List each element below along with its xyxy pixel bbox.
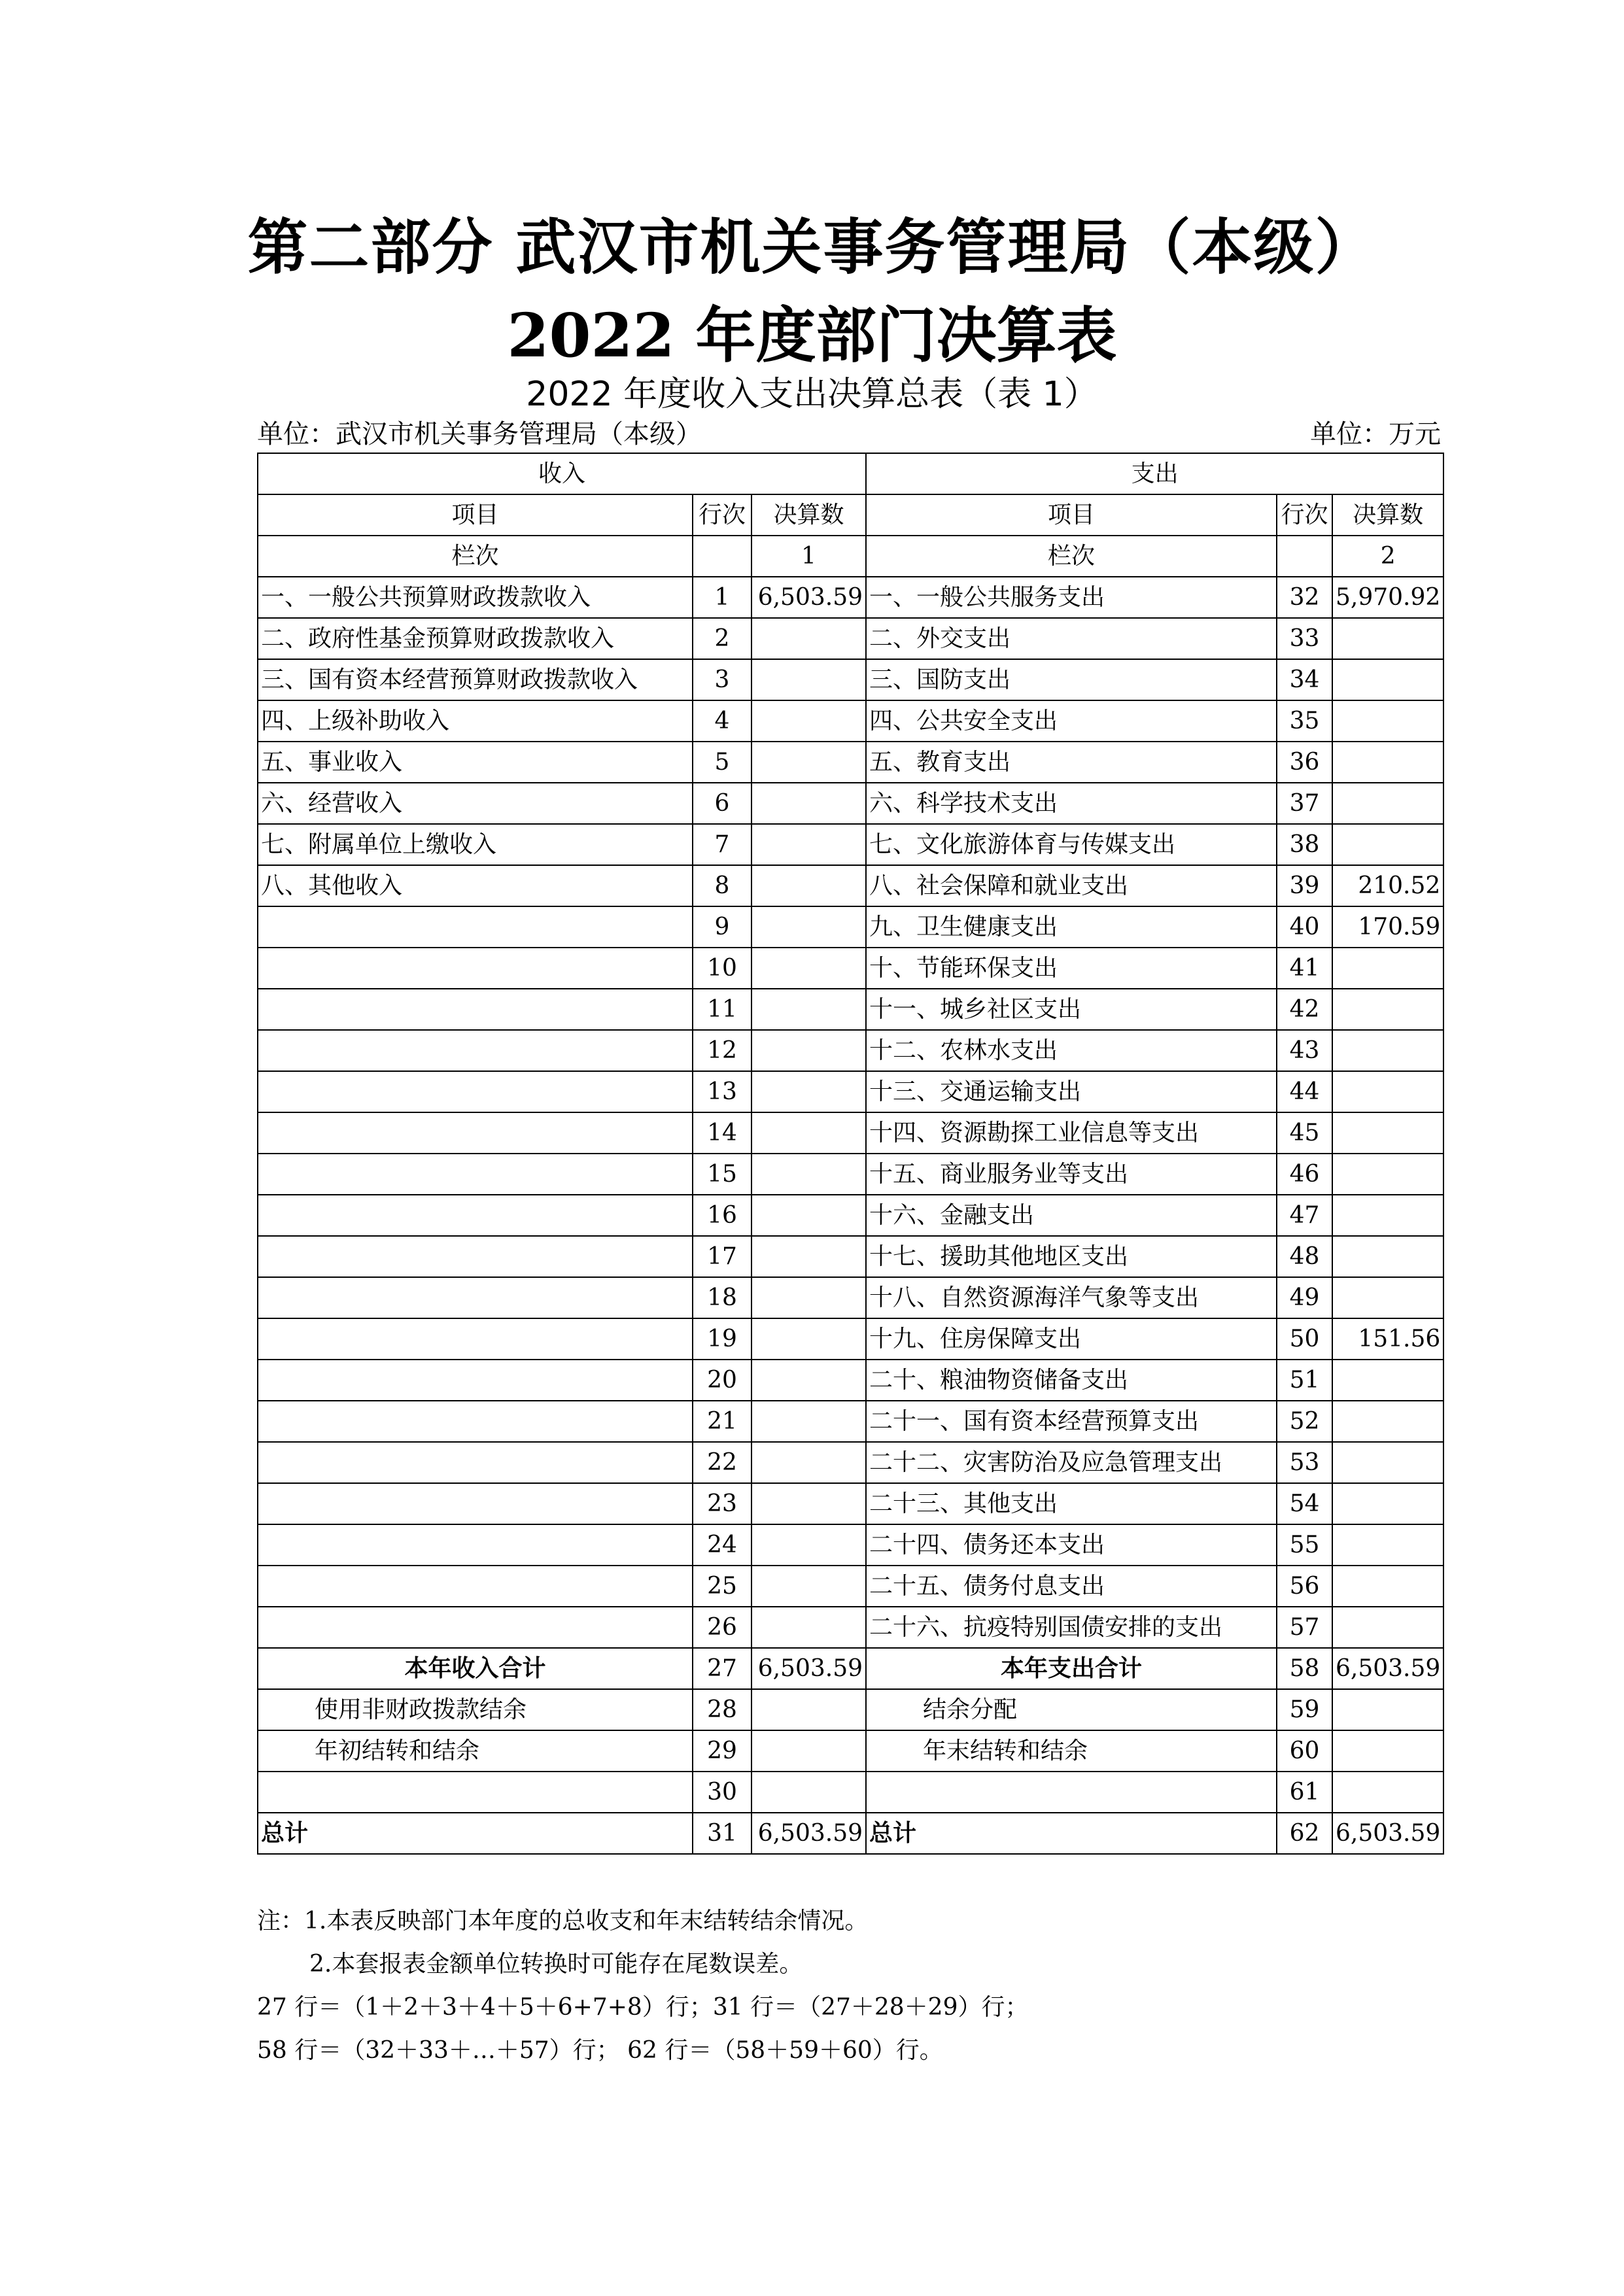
- expense-item: 结余分配: [866, 1689, 1277, 1730]
- expense-amount: [1332, 1730, 1443, 1772]
- expense-grand-total-label: 总计: [866, 1813, 1277, 1854]
- expense-amount: 151.56: [1332, 1318, 1443, 1360]
- expense-rowno: 38: [1277, 824, 1332, 865]
- income-item: 二、政府性基金预算财政拨款收入: [258, 618, 693, 659]
- table-row: [258, 1566, 1443, 1607]
- income-amount: [752, 1607, 866, 1648]
- table-row: [258, 618, 1443, 659]
- expense-grand-total-rowno: 62: [1277, 1813, 1332, 1854]
- table-row: [258, 783, 1443, 824]
- income-amount: [752, 948, 866, 989]
- expense-rowno: 46: [1277, 1154, 1332, 1195]
- table-row: [258, 700, 1443, 742]
- expense-rowno: 37: [1277, 783, 1332, 824]
- table-row: [258, 659, 1443, 700]
- income-rowno: 19: [693, 1318, 752, 1360]
- expense-rowno: 41: [1277, 948, 1332, 989]
- income-amount: [752, 1524, 866, 1566]
- expense-rowno: 43: [1277, 1030, 1332, 1071]
- page-subtitle: 2022 年度部门决算表: [507, 300, 1117, 371]
- expense-amount: [1332, 1030, 1443, 1071]
- income-item: [258, 1030, 693, 1071]
- table-row: [258, 1772, 1443, 1813]
- income-rowno: 29: [693, 1730, 752, 1772]
- income-item: 年初结转和结余: [258, 1730, 693, 1772]
- income-rowno: 23: [693, 1483, 752, 1524]
- income-rowno: 1: [693, 577, 752, 618]
- income-rowno: 26: [693, 1607, 752, 1648]
- expense-item: 二十二、灾害防治及应急管理支出: [866, 1442, 1277, 1483]
- income-rowno: 20: [693, 1360, 752, 1401]
- expense-item: 十六、金融支出: [866, 1195, 1277, 1236]
- unit-organization: 单位：武汉市机关事务管理局（本级）: [257, 419, 702, 449]
- note-formula-2: 58 行＝（32＋33＋…＋57）行； 62 行＝（58＋59＋60）行。: [257, 2037, 943, 2064]
- income-item: 三、国有资本经营预算财政拨款收入: [258, 659, 693, 700]
- income-amount: [752, 1112, 866, 1154]
- expense-item: 十四、资源勘探工业信息等支出: [866, 1112, 1277, 1154]
- expense-amount: [1332, 948, 1443, 989]
- income-amount: [752, 1154, 866, 1195]
- expense-item: 五、教育支出: [866, 742, 1277, 783]
- expense-item: 二十四、债务还本支出: [866, 1524, 1277, 1566]
- income-item: 八、其他收入: [258, 865, 693, 906]
- expense-amount: [1332, 989, 1443, 1030]
- expense-amount: 210.52: [1332, 865, 1443, 906]
- income-amount: [752, 618, 866, 659]
- header-row-colno: [258, 536, 1443, 577]
- expense-amount: [1332, 1689, 1443, 1730]
- income-amount: [752, 1442, 866, 1483]
- expense-item: 二十六、抗疫特别国债安排的支出: [866, 1607, 1277, 1648]
- income-amount: [752, 1360, 866, 1401]
- income-rowno-header: 行次: [693, 494, 752, 536]
- income-amount: [752, 865, 866, 906]
- expense-amount: [1332, 1154, 1443, 1195]
- table-row: [258, 577, 1443, 618]
- income-amount: [752, 1318, 866, 1360]
- expense-item: 十九、住房保障支出: [866, 1318, 1277, 1360]
- expense-rowno: 54: [1277, 1483, 1332, 1524]
- table-row: [258, 906, 1443, 948]
- expense-amount: [1332, 1524, 1443, 1566]
- expense-amount: [1332, 1112, 1443, 1154]
- income-rowno: 9: [693, 906, 752, 948]
- income-amount: [752, 1483, 866, 1524]
- table-title: 2022 年度收入支出决算总表（表 1）: [526, 375, 1098, 414]
- expense-amount: [1332, 1566, 1443, 1607]
- expense-column-label: 栏次: [866, 536, 1277, 577]
- income-grand-total-amount: 6,503.59: [752, 1813, 866, 1854]
- income-rowno: 21: [693, 1401, 752, 1442]
- income-rowno: 17: [693, 1236, 752, 1277]
- expense-column-number: 2: [1332, 536, 1443, 577]
- expense-amount: 5,970.92: [1332, 577, 1443, 618]
- income-rowno: 15: [693, 1154, 752, 1195]
- expense-amount: [1332, 618, 1443, 659]
- expense-item: 七、文化旅游体育与传媒支出: [866, 824, 1277, 865]
- expense-rowno: 57: [1277, 1607, 1332, 1648]
- table-row: [258, 1607, 1443, 1648]
- expense-amount: [1332, 1401, 1443, 1442]
- income-rowno: 13: [693, 1071, 752, 1112]
- income-item: [258, 1483, 693, 1524]
- table-row: [258, 1071, 1443, 1112]
- income-amount: [752, 1236, 866, 1277]
- income-rowno: 11: [693, 989, 752, 1030]
- income-rowno: 6: [693, 783, 752, 824]
- expense-rowno: 48: [1277, 1236, 1332, 1277]
- income-total-amount: 6,503.59: [752, 1648, 866, 1689]
- income-rowno: 18: [693, 1277, 752, 1318]
- expense-total-rowno: 58: [1277, 1648, 1332, 1689]
- income-rowno: 22: [693, 1442, 752, 1483]
- income-item: [258, 948, 693, 989]
- table-row: [258, 824, 1443, 865]
- income-amount: [752, 783, 866, 824]
- expense-item: [866, 1772, 1277, 1813]
- income-item: [258, 1318, 693, 1360]
- income-total-rowno: 27: [693, 1648, 752, 1689]
- income-amount: [752, 1030, 866, 1071]
- expense-rowno: 40: [1277, 906, 1332, 948]
- income-rowno: 4: [693, 700, 752, 742]
- note-formula-1: 27 行＝（1＋2＋3＋4＋5＋6+7+8）行；31 行＝（27＋28＋29）行；: [257, 1994, 1029, 2021]
- note-1: 注：1.本表反映部门本年度的总收支和年末结转结余情况。: [257, 1908, 869, 1934]
- income-amount-header: 决算数: [752, 494, 866, 536]
- expense-item: 八、社会保障和就业支出: [866, 865, 1277, 906]
- expense-amount-header: 决算数: [1332, 494, 1443, 536]
- expense-item: 二十五、债务付息支出: [866, 1566, 1277, 1607]
- expense-item: 九、卫生健康支出: [866, 906, 1277, 948]
- income-column-label: 栏次: [258, 536, 693, 577]
- table-row: [258, 1277, 1443, 1318]
- income-total-label: 本年收入合计: [258, 1648, 693, 1689]
- unit-currency: 单位：万元: [1310, 419, 1441, 449]
- header-row-columns: [258, 494, 1443, 536]
- income-amount: [752, 906, 866, 948]
- expense-amount: [1332, 1236, 1443, 1277]
- expense-rowno: 45: [1277, 1112, 1332, 1154]
- income-amount: [752, 989, 866, 1030]
- expense-rowno: 52: [1277, 1401, 1332, 1442]
- table-row: [258, 742, 1443, 783]
- income-item: [258, 1566, 693, 1607]
- income-rowno: 30: [693, 1772, 752, 1813]
- expense-rowno: 47: [1277, 1195, 1332, 1236]
- expense-rowno: 53: [1277, 1442, 1332, 1483]
- table-row: [258, 1112, 1443, 1154]
- expense-total-label: 本年支出合计: [866, 1648, 1277, 1689]
- income-item: 使用非财政拨款结余: [258, 1689, 693, 1730]
- income-grand-total-label: 总计: [258, 1813, 693, 1854]
- income-item: [258, 906, 693, 948]
- income-rowno: 5: [693, 742, 752, 783]
- income-amount: [752, 1195, 866, 1236]
- income-rowno: 16: [693, 1195, 752, 1236]
- expense-item: 六、科学技术支出: [866, 783, 1277, 824]
- table-row: [258, 1318, 1443, 1360]
- income-rowno: 25: [693, 1566, 752, 1607]
- unit-row: [257, 413, 1441, 450]
- expense-rowno: 60: [1277, 1730, 1332, 1772]
- income-amount: [752, 1277, 866, 1318]
- income-item: [258, 1112, 693, 1154]
- income-grand-total-rowno: 31: [693, 1813, 752, 1854]
- expense-amount: [1332, 742, 1443, 783]
- table-row: [258, 1236, 1443, 1277]
- header-row-section: [258, 453, 1443, 494]
- grand-total-row: [258, 1813, 1443, 1854]
- expense-item: 二、外交支出: [866, 618, 1277, 659]
- income-item: 六、经营收入: [258, 783, 693, 824]
- expense-rowno: 34: [1277, 659, 1332, 700]
- budget-table: [257, 453, 1444, 1855]
- expense-rowno: 36: [1277, 742, 1332, 783]
- income-item: [258, 1607, 693, 1648]
- table-row: [258, 1689, 1443, 1730]
- expense-item: 四、公共安全支出: [866, 700, 1277, 742]
- table-row: [258, 1401, 1443, 1442]
- income-amount: [752, 659, 866, 700]
- income-amount: [752, 1071, 866, 1112]
- expense-amount: [1332, 1607, 1443, 1648]
- empty-cell: [1277, 536, 1332, 577]
- expense-item: 一、一般公共服务支出: [866, 577, 1277, 618]
- expense-rowno: 50: [1277, 1318, 1332, 1360]
- expense-amount: [1332, 700, 1443, 742]
- table-row: [258, 1524, 1443, 1566]
- expense-item: 二十一、国有资本经营预算支出: [866, 1401, 1277, 1442]
- expense-rowno: 49: [1277, 1277, 1332, 1318]
- expense-item: 十七、援助其他地区支出: [866, 1236, 1277, 1277]
- table-row: [258, 948, 1443, 989]
- expense-amount: 170.59: [1332, 906, 1443, 948]
- expense-rowno: 32: [1277, 577, 1332, 618]
- income-item-header: 项目: [258, 494, 693, 536]
- notes: [257, 1900, 1029, 2072]
- table-row: [258, 1483, 1443, 1524]
- expense-amount: [1332, 659, 1443, 700]
- income-item: [258, 1442, 693, 1483]
- expense-amount: [1332, 1772, 1443, 1813]
- expense-amount: [1332, 1483, 1443, 1524]
- table-row: [258, 1195, 1443, 1236]
- income-rowno: 8: [693, 865, 752, 906]
- expense-amount: [1332, 1071, 1443, 1112]
- income-item: [258, 1195, 693, 1236]
- income-amount: [752, 1401, 866, 1442]
- income-item: [258, 1524, 693, 1566]
- expense-total-amount: 6,503.59: [1332, 1648, 1443, 1689]
- income-item: [258, 1277, 693, 1318]
- expense-amount: [1332, 1277, 1443, 1318]
- expense-item: 二十、粮油物资储备支出: [866, 1360, 1277, 1401]
- income-item: [258, 1236, 693, 1277]
- income-header: 收入: [258, 453, 866, 494]
- expense-rowno: 61: [1277, 1772, 1332, 1813]
- expense-item: 三、国防支出: [866, 659, 1277, 700]
- expense-item-header: 项目: [866, 494, 1277, 536]
- table-row: [258, 989, 1443, 1030]
- expense-rowno: 42: [1277, 989, 1332, 1030]
- expense-amount: [1332, 1360, 1443, 1401]
- expense-rowno-header: 行次: [1277, 494, 1332, 536]
- expense-item: 二十三、其他支出: [866, 1483, 1277, 1524]
- expense-item: 年末结转和结余: [866, 1730, 1277, 1772]
- income-item: [258, 1360, 693, 1401]
- table-row: [258, 1030, 1443, 1071]
- expense-item: 十五、商业服务业等支出: [866, 1154, 1277, 1195]
- expense-rowno: 56: [1277, 1566, 1332, 1607]
- income-amount: [752, 824, 866, 865]
- expense-rowno: 51: [1277, 1360, 1332, 1401]
- income-amount: [752, 742, 866, 783]
- expense-header: 支出: [866, 453, 1443, 494]
- expense-item: 十八、自然资源海洋气象等支出: [866, 1277, 1277, 1318]
- income-amount: [752, 1566, 866, 1607]
- income-item: [258, 1071, 693, 1112]
- table-row: [258, 1730, 1443, 1772]
- expense-amount: [1332, 1442, 1443, 1483]
- total-row: [258, 1648, 1443, 1689]
- expense-rowno: 59: [1277, 1689, 1332, 1730]
- income-item: [258, 1401, 693, 1442]
- income-item: 一、一般公共预算财政拨款收入: [258, 577, 693, 618]
- income-rowno: 2: [693, 618, 752, 659]
- page-title: 第二部分 武汉市机关事务管理局（本级）: [247, 212, 1377, 283]
- income-item: [258, 1772, 693, 1813]
- income-item: 七、附属单位上缴收入: [258, 824, 693, 865]
- expense-amount: [1332, 1195, 1443, 1236]
- expense-amount: [1332, 824, 1443, 865]
- income-rowno: 28: [693, 1689, 752, 1730]
- income-column-number: 1: [752, 536, 866, 577]
- note-2: 2.本套报表金额单位转换时可能存在尾数误差。: [309, 1951, 803, 1978]
- expense-rowno: 33: [1277, 618, 1332, 659]
- table-row: [258, 1154, 1443, 1195]
- income-item: [258, 989, 693, 1030]
- expense-amount: [1332, 783, 1443, 824]
- income-amount: [752, 1689, 866, 1730]
- income-amount: 6,503.59: [752, 577, 866, 618]
- expense-rowno: 44: [1277, 1071, 1332, 1112]
- table-row: [258, 1360, 1443, 1401]
- income-rowno: 24: [693, 1524, 752, 1566]
- income-amount: [752, 1772, 866, 1813]
- expense-item: 十三、交通运输支出: [866, 1071, 1277, 1112]
- expense-item: 十二、农林水支出: [866, 1030, 1277, 1071]
- income-amount: [752, 700, 866, 742]
- income-rowno: 7: [693, 824, 752, 865]
- table-row: [258, 865, 1443, 906]
- expense-rowno: 39: [1277, 865, 1332, 906]
- income-rowno: 3: [693, 659, 752, 700]
- income-item: 五、事业收入: [258, 742, 693, 783]
- expense-rowno: 55: [1277, 1524, 1332, 1566]
- table-row: [258, 1442, 1443, 1483]
- expense-item: 十、节能环保支出: [866, 948, 1277, 989]
- income-item: 四、上级补助收入: [258, 700, 693, 742]
- income-rowno: 10: [693, 948, 752, 989]
- income-item: [258, 1154, 693, 1195]
- empty-cell: [693, 536, 752, 577]
- income-rowno: 14: [693, 1112, 752, 1154]
- income-amount: [752, 1730, 866, 1772]
- expense-rowno: 35: [1277, 700, 1332, 742]
- expense-grand-total-amount: 6,503.59: [1332, 1813, 1443, 1854]
- expense-item: 十一、城乡社区支出: [866, 989, 1277, 1030]
- income-rowno: 12: [693, 1030, 752, 1071]
